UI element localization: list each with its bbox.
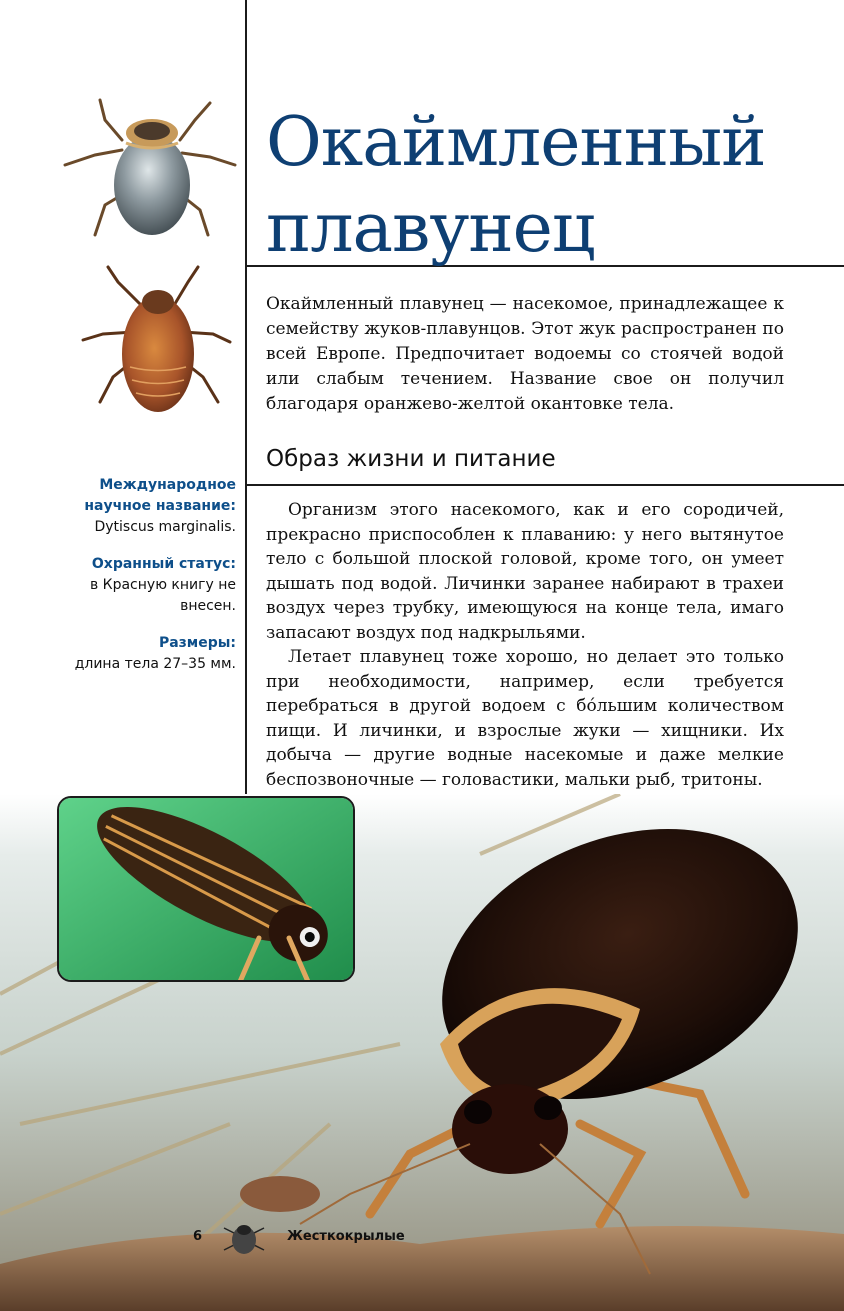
beetle-icon (218, 1222, 270, 1256)
conservation-status-block (40, 554, 236, 617)
conservation-status-value: в Красную книгу не внесен. (89, 577, 236, 614)
title-line-1: Окаймленный (266, 103, 766, 182)
species-facts-sidebar (40, 475, 236, 691)
page-number: 6 (193, 1229, 203, 1244)
body-text (266, 498, 784, 792)
scientific-name-label: Международное научное название: (84, 477, 236, 514)
page-title (266, 100, 826, 272)
section-rule (245, 484, 844, 486)
body-paragraph: Организм этого насекомого, как и его сородичей, прекрасно приспособлен к плаванию: у него вытянутое тело с большой плоской головой, кроме того, он умеет дышать под водой. Личинки заранее набирают в трахеи воздух через трубку, имеющуюся на конце тела, имаго запасают воздух под надкрыльями. (266, 500, 784, 643)
conservation-status-label: Охранный статус: (91, 556, 236, 572)
scientific-name-block (40, 475, 236, 538)
beetle-underside-image (78, 262, 238, 422)
section-heading: Образ жизни и питание (266, 446, 556, 472)
intro-paragraph: Окаймленный плавунец — насекомое, принадлежащее к семейству жуков-плавунцов. Этот жук распространен по всей Европе. Предпочитает водоемы со стоячей водой или слабым течением. Название свое он получил благодаря оранжево-желтой окантовке тела. (266, 294, 784, 414)
beetle-swimming-inset-photo (57, 796, 355, 982)
inset-image (59, 798, 355, 982)
size-block (40, 633, 236, 675)
size-label: Размеры: (158, 635, 236, 651)
scientific-name-value: Dytiscus marginalis. (94, 519, 236, 535)
body-paragraph: Летает плавунец тоже хорошо, но делает это только при необходимости, например, если требуется перебраться в другой водоем с бо́льшим количеством пищи. И личинки, и взрослые жуки — хищники. Их добыча — другие водные насекомые и даже мелкие беспозвоночные — головастики, мальки рыб, тритоны. (266, 647, 784, 790)
size-value: длина тела 27–35 мм. (74, 656, 236, 672)
column-divider (245, 0, 247, 794)
footer-section-label: Жесткокрылые (287, 1229, 405, 1244)
beetle-top-view-image (60, 95, 240, 240)
title-line-2: плавунец (266, 189, 595, 268)
